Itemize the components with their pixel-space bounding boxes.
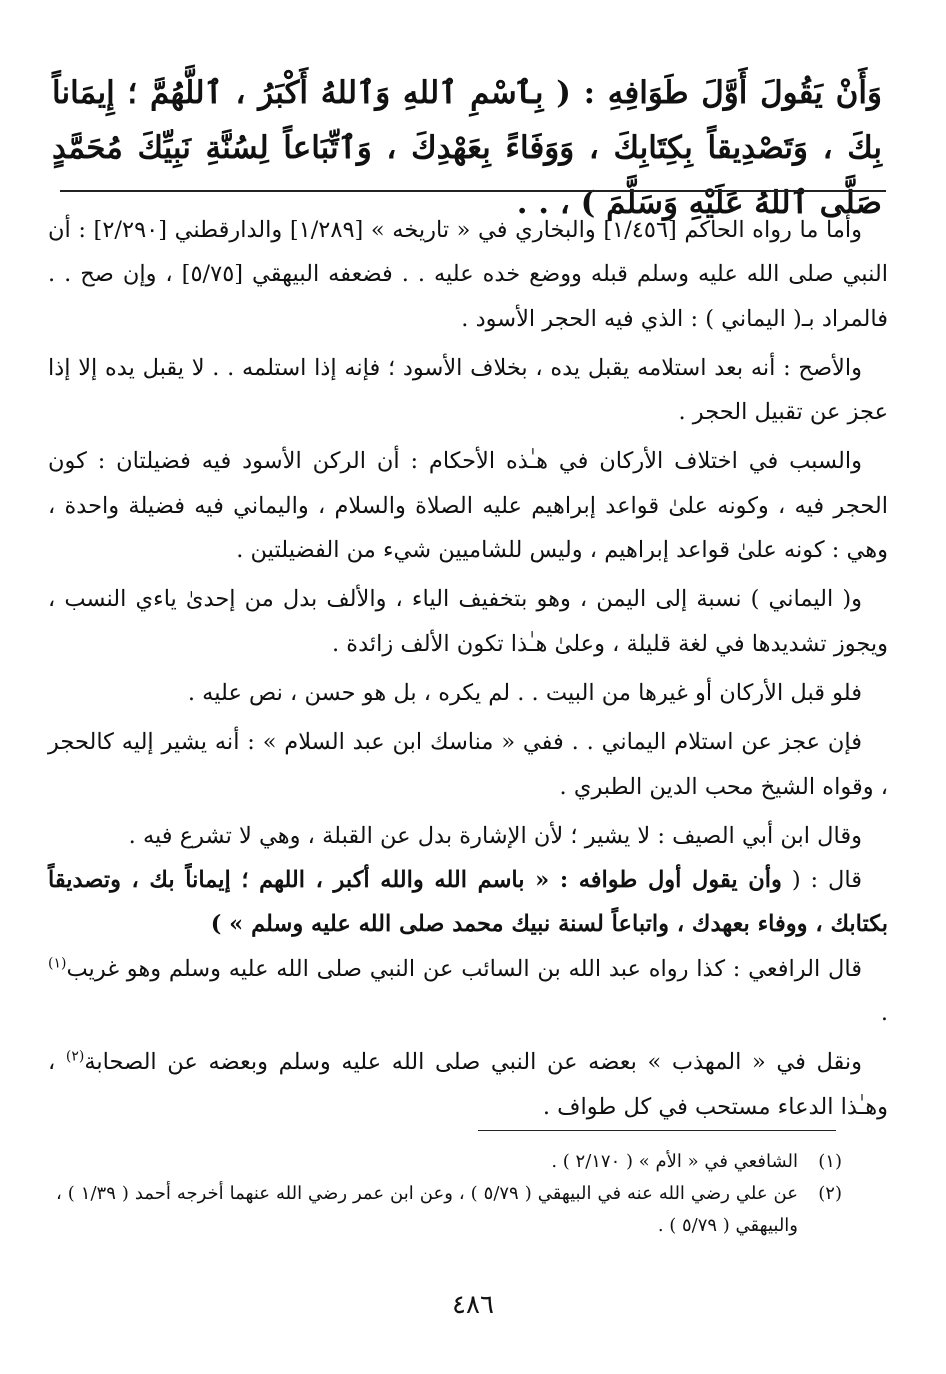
qal-quoted-matn: وأن يقول أول طوافه : « باسم الله والله أكبر ، اللهم ؛ إيماناً بك ، وتصديقاً بكتابك ، ووفاء بعهدك ، واتباعاً لسنة نبيك محمد صلى الله عليه وسلم » ) <box>48 867 888 938</box>
footnote-number: (١) <box>818 1151 842 1172</box>
page-number: ٤٨٦ <box>452 1290 494 1320</box>
paragraph-yamani: و( اليماني ) نسبة إلى اليمن ، وهو بتخفيف الياء ، والألف بدل من إحدىٰ ياءي النسب ، ويجوز تشديدها في لغة قليلة ، وعلىٰ هـٰذا تكون الألف زائدة . <box>48 586 888 657</box>
paragraph-asahh: والأصح : أنه بعد استلامه يقبل يده ، بخلاف الأسود ؛ فإنه إذا استلمه . . لا يقبل يده إلا إذا عجز عن تقبيل الحجر . <box>48 354 888 426</box>
paragraph-sabab: والسبب في اختلاف الأركان في هـٰذه الأحكام : أن الركن الأسود فيه فضيلتان : كون الحجر فيه ، وكونه علىٰ قواعد إبراهيم عليه الصلاة والسلام ، واليماني فيه فضيلة واحدة ، وهي : كونه علىٰ قواعد إبراهيم ، وليس للشاميين شيء من الفضيلتين . <box>48 448 888 564</box>
paragraph-ibn-abi-sayf: وقال ابن أبي الصيف : لا يشير ؛ لأن الإشارة بدل عن القبلة ، وهي لا تشرع فيه . <box>128 822 862 849</box>
muhadhdhab-text: ونقل في « المهذب » بعضه عن النبي صلى الله عليه وسلم وبعضه عن الصحابة <box>84 1049 863 1076</box>
footnote-1 <box>56 1146 842 1178</box>
footnote-text: عن علي رضي الله عنه في البيهقي ( ٥/٧٩ ) ، وعن ابن عمر رضي الله عنهما أخرجه أحمد ( ١/٣٩ ) ، والبيهقي ( ٥/٧٩ ) . <box>56 1183 798 1236</box>
paragraph-qal <box>48 858 888 947</box>
matn-divider <box>60 190 886 192</box>
footnote-ref-2: (٢) <box>65 1048 85 1065</box>
rafii-text: قال الرافعي : كذا رواه عبد الله بن السائب عن النبي صلى الله عليه وسلم وهو غريب <box>66 955 862 982</box>
paragraph-muhadhdhab <box>48 1040 888 1129</box>
footnote-divider <box>478 1130 836 1131</box>
paragraph-qabbala: فلو قبل الأركان أو غيرها من البيت . . لم يكره ، بل هو حسن ، نص عليه . <box>187 679 862 706</box>
rafii-end: . <box>880 1000 888 1027</box>
paragraph-hakim: وأما ما رواه الحاكم [١/٤٥٦] والبخاري في « تاريخه » [١/٢٨٩] والدارقطني [٢/٢٩٠] : أن النبي صلى الله عليه وسلم قبله ووضع خده عليه . . فضعفه البيهقي [٥/٧٥] ، وإن صح . . فالمراد بـ( اليماني ) : الذي فيه الحجر الأسود . <box>48 217 888 332</box>
paragraph-rafii <box>48 947 888 1036</box>
footnotes <box>56 1146 842 1242</box>
matn-text: وَأَنْ يَقُولَ أَوَّلَ طَوَافِهِ : ( بِٱسْمِ ٱللهِ وَٱللهُ أَكْبَرُ ، ٱللَّهُمَّ ؛ إِيمَاناً بِكَ ، وَتَصْدِيقاً بِكِتَابِكَ ، وَوَفَاءً بِعَهْدِكَ ، وَٱتِّبَاعاً لِسُنَّةِ نَبِيِّكَ مُحَمَّدٍ صَلَّى ٱللهُ عَلَيْهِ وَسَلَّمَ ) ، . . <box>52 75 882 221</box>
commentary <box>48 208 888 1129</box>
footnote-ref-1: (١) <box>48 955 67 972</box>
footnote-text: الشافعي في « الأم » ( ٢/١٧٠ ) . <box>551 1151 798 1172</box>
qal-prefix: قال : ( <box>781 867 862 894</box>
footnote-2 <box>56 1178 842 1242</box>
footnote-number: (٢) <box>818 1183 842 1204</box>
muhadhdhab-end: ، وهـٰذا الدعاء مستحب في كل طواف . <box>48 1049 888 1120</box>
paragraph-ajaza: فإن عجز عن استلام اليماني . . ففي « مناسك ابن عبد السلام » : أنه يشير إليه كالحجر ، وقواه الشيخ محب الدين الطبري . <box>48 729 888 800</box>
